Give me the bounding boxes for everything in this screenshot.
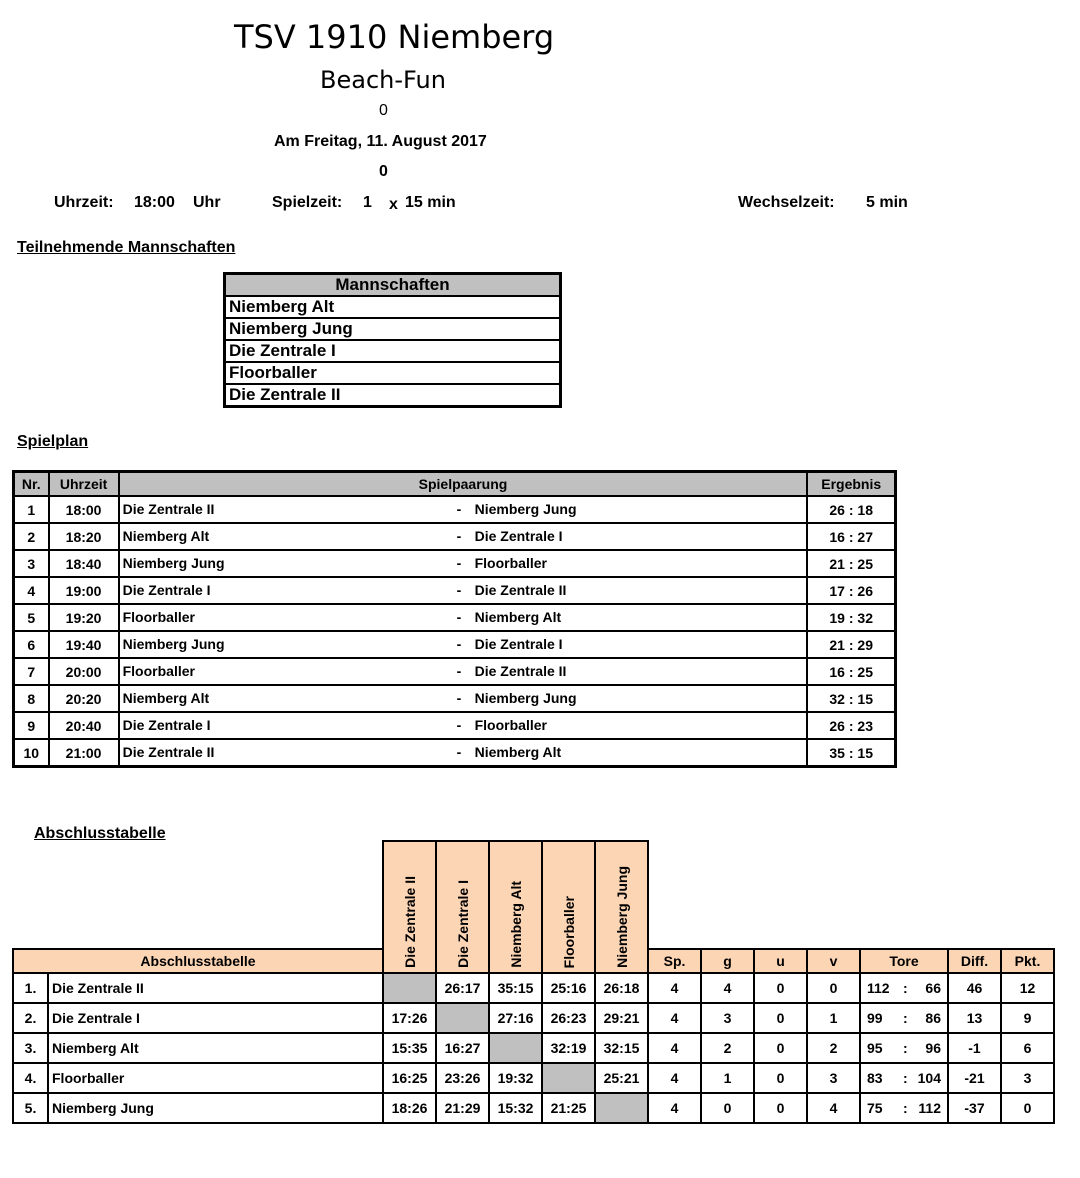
match-result: 23:26 — [436, 1063, 489, 1093]
goals-separator: : — [903, 980, 908, 996]
stat-column-header: Pkt. — [1001, 949, 1054, 973]
matrix-team-name: Niemberg Alt — [507, 881, 524, 968]
stat-u: 0 — [754, 1063, 807, 1093]
stat-column-header: v — [807, 949, 860, 973]
goals-separator: : — [903, 1070, 908, 1086]
schedule-row — [14, 712, 896, 739]
match-result: 21:25 — [542, 1093, 595, 1123]
game-number: 6 — [14, 631, 49, 658]
game-time: 18:40 — [49, 550, 119, 577]
self-match-cell — [542, 1063, 595, 1093]
game-pairing — [119, 712, 808, 739]
game-time: 20:00 — [49, 658, 119, 685]
goals-for: 83 — [867, 1070, 883, 1086]
home-team: Niemberg Alt — [122, 690, 210, 706]
matrix-team-header — [383, 841, 436, 973]
match-result: 26:18 — [595, 973, 648, 1003]
match-result: 29:21 — [595, 1003, 648, 1033]
home-team: Niemberg Jung — [122, 636, 225, 652]
pairing-separator: - — [456, 717, 462, 733]
stat-v: 0 — [807, 973, 860, 1003]
matrix-team-header — [542, 841, 595, 973]
col-spielpaarung: Spielpaarung — [119, 472, 808, 497]
rank: 4. — [13, 1063, 48, 1093]
goals-against: 86 — [925, 1010, 941, 1026]
schedule-row — [14, 658, 896, 685]
goals-against: 66 — [925, 980, 941, 996]
stat-sp: 4 — [648, 1063, 701, 1093]
away-team: Die Zentrale II — [474, 582, 567, 598]
stat-u: 0 — [754, 1003, 807, 1033]
game-time: 19:20 — [49, 604, 119, 631]
stat-v: 1 — [807, 1003, 860, 1033]
stat-v: 2 — [807, 1033, 860, 1063]
home-team: Die Zentrale I — [122, 582, 211, 598]
spielzeit-x: x — [389, 196, 398, 213]
pairing-separator: - — [456, 528, 462, 544]
away-team: Niemberg Jung — [474, 690, 577, 706]
schedule-row — [14, 577, 896, 604]
team-name: Die Zentrale I — [48, 1003, 383, 1033]
stat-sp: 4 — [648, 1093, 701, 1123]
goals-for: 75 — [867, 1100, 883, 1116]
away-team: Niemberg Jung — [474, 501, 577, 517]
game-result: 21 : 29 — [807, 631, 895, 658]
matrix-team-name: Die Zentrale I — [454, 880, 471, 968]
teams-table — [223, 272, 562, 408]
home-team: Niemberg Jung — [122, 555, 225, 571]
points: 0 — [1001, 1093, 1054, 1123]
game-result: 26 : 23 — [807, 712, 895, 739]
goal-difference: -21 — [948, 1063, 1001, 1093]
goals-against: 104 — [917, 1070, 941, 1086]
team-name: Niemberg Jung — [225, 318, 561, 340]
game-number: 3 — [14, 550, 49, 577]
spielzeit-label: Spielzeit: — [272, 194, 343, 211]
goals-separator: : — [903, 1100, 908, 1116]
goals-for: 112 — [867, 980, 890, 996]
uhrzeit-label: Uhrzeit: — [54, 194, 114, 211]
standings-row — [13, 1093, 1054, 1123]
placeholder-value: 0 — [379, 102, 388, 119]
stat-sp: 4 — [648, 1003, 701, 1033]
page-title: TSV 1910 Niemberg — [234, 18, 555, 56]
self-match-cell — [595, 1093, 648, 1123]
stat-column-header: u — [754, 949, 807, 973]
wechselzeit-label: Wechselzeit: — [738, 194, 835, 211]
game-time: 21:00 — [49, 739, 119, 767]
points: 3 — [1001, 1063, 1054, 1093]
game-result: 32 : 15 — [807, 685, 895, 712]
game-time: 18:00 — [49, 496, 119, 523]
game-number: 10 — [14, 739, 49, 767]
away-team: Die Zentrale II — [474, 663, 567, 679]
away-team: Floorballer — [474, 555, 547, 571]
teams-column-header: Mannschaften — [225, 274, 561, 297]
team-name: Floorballer — [225, 362, 561, 384]
match-result: 16:27 — [436, 1033, 489, 1063]
matrix-team-name: Die Zentrale II — [401, 876, 418, 968]
standings-row — [13, 1063, 1054, 1093]
stat-g: 0 — [701, 1093, 754, 1123]
game-pairing — [119, 523, 808, 550]
rank: 3. — [13, 1033, 48, 1063]
pairing-separator: - — [456, 609, 462, 625]
game-result: 26 : 18 — [807, 496, 895, 523]
points: 12 — [1001, 973, 1054, 1003]
game-time: 20:20 — [49, 685, 119, 712]
pairing-separator: - — [456, 636, 462, 652]
matrix-team-name: Niemberg Jung — [613, 866, 630, 968]
team-name: Die Zentrale II — [48, 973, 383, 1003]
rank: 2. — [13, 1003, 48, 1033]
stat-g: 3 — [701, 1003, 754, 1033]
game-time: 19:00 — [49, 577, 119, 604]
stat-u: 0 — [754, 1033, 807, 1063]
stat-sp: 4 — [648, 973, 701, 1003]
game-pairing — [119, 577, 808, 604]
schedule-row — [14, 550, 896, 577]
standings-table — [12, 840, 1055, 1124]
goals-against: 112 — [918, 1100, 941, 1116]
match-result: 15:35 — [383, 1033, 436, 1063]
standings-table-label: Abschlusstabelle — [13, 949, 383, 973]
matrix-team-header — [489, 841, 542, 973]
game-result: 21 : 25 — [807, 550, 895, 577]
game-number: 8 — [14, 685, 49, 712]
spacer — [13, 841, 383, 949]
home-team: Die Zentrale I — [122, 717, 211, 733]
matrix-team-header — [436, 841, 489, 973]
game-time: 18:20 — [49, 523, 119, 550]
standings-row — [13, 973, 1054, 1003]
matrix-team-name: Floorballer — [560, 895, 577, 968]
event-date: Am Freitag, 11. August 2017 — [274, 133, 487, 150]
match-result: 18:26 — [383, 1093, 436, 1123]
game-time: 19:40 — [49, 631, 119, 658]
goals — [860, 1063, 948, 1093]
match-result: 32:19 — [542, 1033, 595, 1063]
schedule-row — [14, 496, 896, 523]
self-match-cell — [436, 1003, 489, 1033]
pairing-separator: - — [456, 501, 462, 517]
pairing-separator: - — [456, 663, 462, 679]
goal-difference: -37 — [948, 1093, 1001, 1123]
team-name: Niemberg Alt — [225, 296, 561, 318]
uhrzeit-value: 18:00 — [134, 194, 175, 211]
standings-row — [13, 1003, 1054, 1033]
stat-g: 2 — [701, 1033, 754, 1063]
stat-u: 0 — [754, 973, 807, 1003]
stat-sp: 4 — [648, 1033, 701, 1063]
game-pairing — [119, 550, 808, 577]
away-team: Die Zentrale I — [474, 528, 563, 544]
home-team: Niemberg Alt — [122, 528, 210, 544]
stat-g: 1 — [701, 1063, 754, 1093]
team-name: Die Zentrale II — [225, 384, 561, 407]
game-result: 16 : 25 — [807, 658, 895, 685]
schedule-table — [12, 470, 897, 768]
game-pairing — [119, 496, 808, 523]
home-team: Floorballer — [122, 663, 195, 679]
goals-against: 96 — [925, 1040, 941, 1056]
stat-v: 4 — [807, 1093, 860, 1123]
game-result: 16 : 27 — [807, 523, 895, 550]
pairing-separator: - — [456, 555, 462, 571]
stat-g: 4 — [701, 973, 754, 1003]
match-result: 21:29 — [436, 1093, 489, 1123]
points: 6 — [1001, 1033, 1054, 1063]
team-name: Die Zentrale I — [225, 340, 561, 362]
goals — [860, 1033, 948, 1063]
away-team: Floorballer — [474, 717, 547, 733]
col-nr: Nr. — [14, 472, 49, 497]
match-result: 35:15 — [489, 973, 542, 1003]
game-number: 9 — [14, 712, 49, 739]
game-pairing — [119, 685, 808, 712]
home-team: Die Zentrale II — [122, 744, 215, 760]
spielzeit-count: 1 — [363, 194, 372, 211]
game-number: 1 — [14, 496, 49, 523]
schedule-row — [14, 604, 896, 631]
game-result: 35 : 15 — [807, 739, 895, 767]
game-pairing — [119, 739, 808, 767]
game-result: 19 : 32 — [807, 604, 895, 631]
rank: 5. — [13, 1093, 48, 1123]
game-pairing — [119, 604, 808, 631]
placeholder-value-bold: 0 — [379, 163, 388, 180]
spacer — [648, 841, 1054, 949]
standings-row — [13, 1033, 1054, 1063]
points: 9 — [1001, 1003, 1054, 1033]
schedule-heading: Spielplan — [17, 433, 89, 450]
away-team: Niemberg Alt — [474, 744, 562, 760]
team-name: Floorballer — [48, 1063, 383, 1093]
game-number: 5 — [14, 604, 49, 631]
away-team: Die Zentrale I — [474, 636, 563, 652]
match-result: 17:26 — [383, 1003, 436, 1033]
rank: 1. — [13, 973, 48, 1003]
stat-column-header: g — [701, 949, 754, 973]
matrix-team-header — [595, 841, 648, 973]
stat-column-header: Sp. — [648, 949, 701, 973]
stat-v: 3 — [807, 1063, 860, 1093]
match-result: 25:21 — [595, 1063, 648, 1093]
goal-difference: 46 — [948, 973, 1001, 1003]
game-pairing — [119, 631, 808, 658]
schedule-row — [14, 631, 896, 658]
game-result: 17 : 26 — [807, 577, 895, 604]
goals — [860, 973, 948, 1003]
goals — [860, 1003, 948, 1033]
teams-heading: Teilnehmende Mannschaften — [17, 239, 236, 256]
standings-heading: Abschlusstabelle — [34, 825, 166, 842]
event-name: Beach-Fun — [320, 66, 446, 94]
game-number: 2 — [14, 523, 49, 550]
self-match-cell — [383, 973, 436, 1003]
schedule-row — [14, 523, 896, 550]
game-pairing — [119, 658, 808, 685]
stat-u: 0 — [754, 1093, 807, 1123]
match-result: 16:25 — [383, 1063, 436, 1093]
game-number: 4 — [14, 577, 49, 604]
wechselzeit-value: 5 min — [866, 194, 908, 211]
match-result: 15:32 — [489, 1093, 542, 1123]
goals-separator: : — [903, 1040, 908, 1056]
pairing-separator: - — [456, 690, 462, 706]
team-name: Niemberg Jung — [48, 1093, 383, 1123]
match-result: 25:16 — [542, 973, 595, 1003]
game-time: 20:40 — [49, 712, 119, 739]
match-result: 19:32 — [489, 1063, 542, 1093]
goals — [860, 1093, 948, 1123]
goal-difference: 13 — [948, 1003, 1001, 1033]
home-team: Die Zentrale II — [122, 501, 215, 517]
self-match-cell — [489, 1033, 542, 1063]
schedule-row — [14, 739, 896, 767]
away-team: Niemberg Alt — [474, 609, 562, 625]
pairing-separator: - — [456, 744, 462, 760]
col-ergebnis: Ergebnis — [807, 472, 895, 497]
pairing-separator: - — [456, 582, 462, 598]
goals-separator: : — [903, 1010, 908, 1026]
stat-column-header: Tore — [860, 949, 948, 973]
team-name: Niemberg Alt — [48, 1033, 383, 1063]
goals-for: 95 — [867, 1040, 883, 1056]
col-uhrzeit: Uhrzeit — [49, 472, 119, 497]
spielzeit-value: 15 min — [405, 194, 456, 211]
match-result: 27:16 — [489, 1003, 542, 1033]
goal-difference: -1 — [948, 1033, 1001, 1063]
stat-column-header: Diff. — [948, 949, 1001, 973]
match-result: 26:23 — [542, 1003, 595, 1033]
match-result: 26:17 — [436, 973, 489, 1003]
home-team: Floorballer — [122, 609, 195, 625]
match-result: 32:15 — [595, 1033, 648, 1063]
game-number: 7 — [14, 658, 49, 685]
goals-for: 99 — [867, 1010, 883, 1026]
schedule-row — [14, 685, 896, 712]
uhrzeit-unit: Uhr — [193, 194, 221, 211]
